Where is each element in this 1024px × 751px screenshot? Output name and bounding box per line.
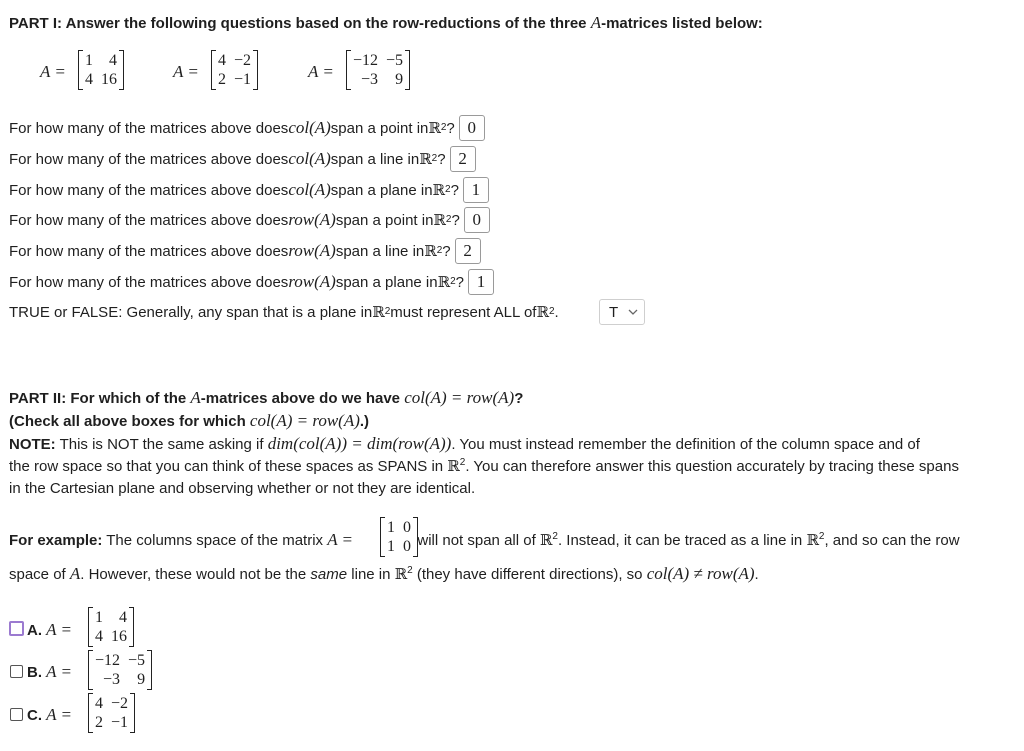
question-col-point: For how many of the matrices above does col(A) span a point in ℝ 2 ? 0 — [9, 114, 485, 142]
option-c-matrix: 4 −2 2 −1 — [88, 693, 135, 733]
option-c-checkbox[interactable] — [10, 708, 23, 721]
part2-check-instruction: (Check all above boxes for which col(A) = row(A).) — [9, 411, 370, 430]
question-row-point: For how many of the matrices above does row(A) span a point in ℝ 2 ? 0 — [9, 206, 490, 234]
option-a-matrix: 1 4 4 16 — [88, 607, 134, 647]
option-a-checkbox[interactable] — [9, 621, 24, 636]
option-a-label: A. A = — [27, 620, 72, 639]
example-line-1: For example: The columns space of the matrix A = will not span all of ℝ$^2$. Instead, it can be traced as a line in ℝ$^2$, and so can the row — [9, 530, 960, 549]
answer-col-plane[interactable]: 1 — [463, 177, 489, 203]
note-line-1: NOTE: This is NOT the same asking if dim(col(A)) = dim(row(A)). You must instead remember the definition of the column space and of — [9, 434, 920, 453]
option-b-checkbox[interactable] — [10, 665, 23, 678]
question-col-plane: For how many of the matrices above does col(A) span a plane in ℝ 2 ? 1 — [9, 176, 489, 204]
answer-col-line[interactable]: 2 — [450, 146, 476, 172]
answer-col-point[interactable]: 0 — [459, 115, 485, 141]
note-line-2: the row space so that you can think of these spaces as SPANS in ℝ$^2$. You can therefore answer this question accurately by tracing these spans — [9, 457, 959, 475]
question-row-plane: For how many of the matrices above does row(A) span a plane in ℝ 2 ? 1 — [9, 268, 494, 296]
part1-title: PART I: Answer the following questions based on the row-reductions of the three A-matrices listed below: — [9, 13, 763, 32]
option-b-label: B. A = — [27, 662, 72, 681]
chevron-down-icon — [628, 309, 638, 316]
true-false-select[interactable] — [599, 299, 645, 325]
option-c-label: C. A = — [27, 705, 72, 724]
question-row-line: For how many of the matrices above does row(A) span a line in ℝ 2 ? 2 — [9, 237, 481, 265]
option-b-matrix: −12 −5 −3 9 — [88, 650, 152, 690]
answer-row-line[interactable]: 2 — [455, 238, 481, 264]
answer-row-point[interactable]: 0 — [464, 207, 490, 233]
example-line-2: space of A. However, these would not be the same line in ℝ$^2$ (they have different directions), so col(A) ≠ row(A). — [9, 564, 759, 583]
true-false-value: T — [609, 303, 619, 321]
answer-row-plane[interactable]: 1 — [468, 269, 494, 295]
true-false-question: TRUE or FALSE: Generally, any span that is a plane in ℝ 2 must represent ALL of ℝ 2 . — [9, 303, 559, 321]
question-col-line: For how many of the matrices above does col(A) span a line in ℝ 2 ? 2 — [9, 145, 476, 173]
note-line-3: in the Cartesian plane and observing whether or not they are identical. — [9, 480, 476, 497]
part2-title: PART II: For which of the A-matrices above do we have col(A) = row(A)? — [9, 388, 524, 407]
example-matrix: 1 0 1 0 — [380, 517, 418, 557]
